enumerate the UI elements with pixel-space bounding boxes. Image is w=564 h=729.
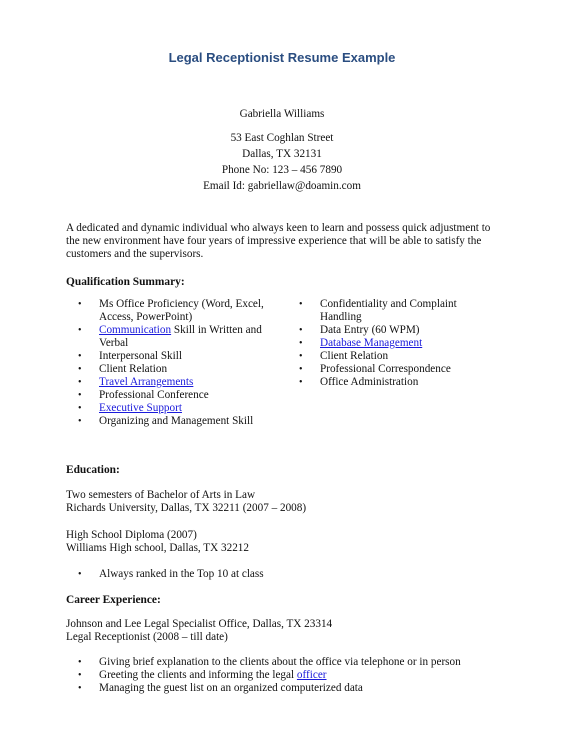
bullet-icon: • (78, 351, 82, 362)
database-management-link[interactable]: Database Management (320, 337, 423, 349)
bullet-icon: • (78, 569, 82, 580)
contact-phone: Phone No: 123 – 456 7890 (221, 164, 343, 176)
officer-link[interactable]: officer (296, 669, 327, 681)
contact-city: Dallas, TX 32131 (242, 148, 322, 160)
bullet-icon: • (78, 377, 82, 388)
list-item: • Professional Correspondence (299, 363, 451, 375)
contact-email: Email Id: gabriellaw@doamin.com (203, 180, 361, 192)
list-item: • Client Relation (299, 350, 389, 362)
list-item: • Greeting the clients and informing the legal officer (78, 669, 327, 681)
list-item: • Always ranked in the Top 10 at class (78, 568, 264, 580)
page-title: Legal Receptionist Resume Example (168, 50, 396, 65)
bullet-icon: • (299, 325, 303, 336)
list-item: • Giving brief explanation to the clients about the office via telephone or in person (78, 656, 461, 668)
bullet-icon: • (78, 364, 82, 375)
list-item: • Confidentiality and Complaint Handling (299, 298, 457, 323)
qualification-list-left (66, 298, 286, 428)
bullet-icon: • (78, 403, 82, 414)
contact-street: 53 East Coghlan Street (230, 132, 334, 144)
education-bullets (66, 568, 506, 581)
contact-name-block (0, 106, 564, 122)
list-item: • Data Entry (60 WPM) (299, 324, 420, 336)
list-item (66, 402, 286, 415)
bullet-icon: • (78, 299, 82, 310)
bullet-icon: • (299, 377, 303, 388)
communication-link[interactable]: Communication (99, 324, 172, 336)
list-item (287, 337, 487, 350)
executive-support-link[interactable]: Executive Support (99, 402, 182, 414)
list-item (66, 376, 286, 389)
education-heading: Education: (66, 464, 120, 476)
education-degree: Two semesters of Bachelor of Arts in Law (66, 489, 256, 501)
career-heading: Career Experience: (66, 594, 161, 606)
list-item: • Communication Skill in Written and Verbal (78, 324, 262, 349)
bullet-icon: • (299, 338, 303, 349)
bullet-icon: • (78, 683, 82, 694)
list-item: • Ms Office Proficiency (Word, Excel, Access, PowerPoint) (78, 298, 264, 323)
travel-arrangements-link[interactable]: Travel Arrangements (99, 376, 194, 388)
education-school: Williams High school, Dallas, TX 32212 (66, 542, 249, 554)
bullet-icon: • (78, 390, 82, 401)
education-diploma: High School Diploma (2007) (66, 529, 197, 541)
list-item: • Office Administration (299, 376, 419, 388)
bullet-icon: • (299, 299, 303, 310)
bullet-icon: • (78, 657, 82, 668)
bullet-icon: • (78, 325, 82, 336)
bullet-icon: • (299, 351, 303, 362)
contact-name: Gabriella Williams (239, 108, 325, 120)
career-role: Legal Receptionist (2008 – till date) (66, 631, 228, 643)
qualification-heading: Qualification Summary: (66, 276, 185, 288)
list-item: • Interpersonal Skill (78, 350, 182, 362)
career-company: Johnson and Lee Legal Specialist Office, Dallas, TX 23314 (66, 618, 333, 630)
bullet-icon: • (299, 364, 303, 375)
education-university: Richards University, Dallas, TX 32211 (2007 – 2008) (66, 502, 307, 514)
bullet-icon: • (78, 670, 82, 681)
career-bullets (66, 656, 526, 695)
contact-address-block (0, 130, 564, 194)
list-item: • Client Relation (78, 363, 168, 375)
objective-paragraph: A dedicated and dynamic individual who always keen to learn and possess quick adjustment to the new environment have four years of impressive experience that will be able to satisfy the customers and the supervisors. (66, 222, 491, 260)
list-item: • Organizing and Management Skill (78, 415, 254, 427)
list-item: • Professional Conference (78, 389, 209, 401)
list-item: • Managing the guest list on an organized computerized data (78, 682, 363, 694)
bullet-icon: • (78, 416, 82, 427)
qualification-list-right (287, 298, 487, 389)
